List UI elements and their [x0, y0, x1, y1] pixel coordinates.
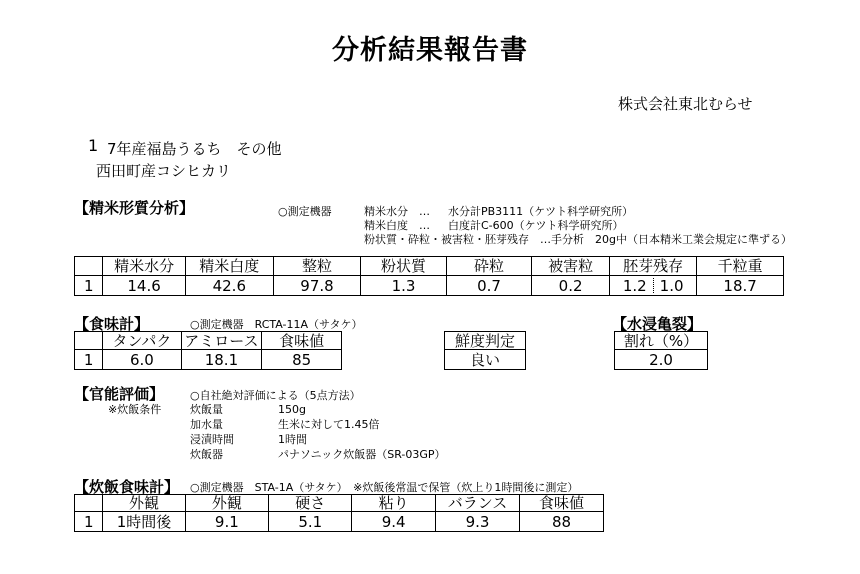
table-row [75, 350, 342, 370]
sample-line-1: 7年産福島うるち その他 [107, 140, 282, 158]
header-cell: バランス [435, 495, 519, 512]
cond-value: 1時間 [278, 433, 307, 446]
header-cell: 精米白度 [185, 257, 273, 276]
value-cell: 9.1 [185, 512, 268, 532]
value-cell: 0.7 [446, 276, 531, 296]
value-cell: 18.7 [697, 276, 784, 296]
page-title: 分析結果報告書 [332, 35, 528, 66]
equip-row-1-item: 精米水分 … [364, 205, 430, 218]
cond-key: 炊飯器 [190, 448, 223, 461]
cond-key: 炊飯量 [190, 403, 223, 416]
row-number: 1 [75, 350, 103, 370]
no-header [75, 495, 103, 512]
table-header-row [75, 332, 342, 350]
freshness-header: 鮮度判定 [445, 332, 526, 350]
value-cell: 1.3 [361, 276, 447, 296]
taste-table [74, 331, 342, 370]
value-cell: 42.6 [185, 276, 273, 296]
polished-table [74, 256, 784, 296]
value-cell: 18.1 [181, 350, 262, 370]
company-name: 株式会社東北むらせ [618, 95, 753, 113]
header-cell: 粘り [352, 495, 435, 512]
crack-value: 2.0 [615, 350, 708, 370]
embryo-cell [610, 276, 697, 296]
sensory-heading: 【官能評価】 [74, 385, 165, 403]
cooked-equip: ○測定機器 STA-1A（サタケ） ※炊飯後常温で保管（炊上り1時間後に測定） [190, 481, 579, 494]
value-cell: 1時間後 [103, 512, 185, 532]
header-cell: 被害粒 [532, 257, 610, 276]
table-header-row [75, 495, 604, 512]
polished-heading: 【精米形質分析】 [74, 199, 195, 217]
dotted-divider [653, 278, 654, 293]
taste-equip: ○測定機器 RCTA-11A（サタケ） [190, 318, 363, 331]
sample-number: 1 [88, 136, 99, 155]
crack-header: 割れ（%） [615, 332, 708, 350]
cond-key: 加水量 [190, 418, 223, 431]
header-cell: アミロース [181, 332, 262, 350]
cond-key: 浸漬時間 [190, 433, 234, 446]
equip-row-2-desc: 白度計C-600（ケツト科学研究所） [448, 219, 624, 232]
value-cell: 9.4 [352, 512, 435, 532]
row-number: 1 [75, 512, 103, 532]
header-cell: 砕粒 [446, 257, 531, 276]
header-cell: 精米水分 [103, 257, 185, 276]
embryo-value-b: 1.0 [659, 276, 684, 295]
value-cell: 14.6 [103, 276, 185, 296]
table-row [75, 512, 604, 532]
header-cell: 外観 [103, 495, 185, 512]
equip-row-1-desc: 水分計PB3111（ケツト科学研究所） [448, 205, 634, 218]
value-cell: 9.3 [435, 512, 519, 532]
no-header [75, 332, 103, 350]
freshness-value: 良い [445, 350, 526, 370]
header-cell: 食味値 [262, 332, 342, 350]
value-cell: 5.1 [269, 512, 352, 532]
cond-value: パナソニック炊飯器（SR-03GP） [278, 448, 446, 461]
value-cell: 88 [520, 512, 604, 532]
header-cell: タンパク [103, 332, 181, 350]
sample-line-2: 西田町産コシヒカリ [96, 162, 232, 180]
header-cell: 千粒重 [697, 257, 784, 276]
equip-row-2-item: 精米白度 … [364, 219, 430, 232]
value-cell: 85 [262, 350, 342, 370]
taste-heading: 【食味計】 [74, 315, 150, 333]
header-cell: 外観 [185, 495, 268, 512]
value-cell: 97.8 [273, 276, 360, 296]
table-header-row [75, 257, 784, 276]
embryo-value-a: 1.2 [622, 276, 647, 295]
header-cell: 硬さ [269, 495, 352, 512]
header-cell: 食味値 [520, 495, 604, 512]
cooking-cond-label: ※炊飯条件 [108, 403, 162, 416]
row-number: 1 [75, 276, 103, 296]
sensory-method: ○自社絶対評価による（5点方法） [190, 389, 361, 402]
no-header [75, 257, 103, 276]
value-cell: 0.2 [532, 276, 610, 296]
cooked-table [74, 494, 604, 532]
polished-equip-label: ○測定機器 [278, 205, 332, 218]
header-cell: 胚芽残存 [610, 257, 697, 276]
table-row [75, 276, 784, 296]
freshness-table [444, 331, 526, 370]
equip-row-3: 粉状質・砕粒・被害粒・胚芽残存 …手分析 20g中（日本精米工業会規定に準ずる） [364, 233, 792, 246]
header-cell: 粉状質 [361, 257, 447, 276]
crack-heading: 【水浸亀裂】 [612, 315, 703, 333]
value-cell: 6.0 [103, 350, 181, 370]
cooked-heading: 【炊飯食味計】 [74, 478, 180, 496]
cond-value: 生米に対して1.45倍 [278, 418, 380, 431]
cond-value: 150g [278, 403, 306, 416]
header-cell: 整粒 [273, 257, 360, 276]
crack-table [614, 331, 708, 370]
